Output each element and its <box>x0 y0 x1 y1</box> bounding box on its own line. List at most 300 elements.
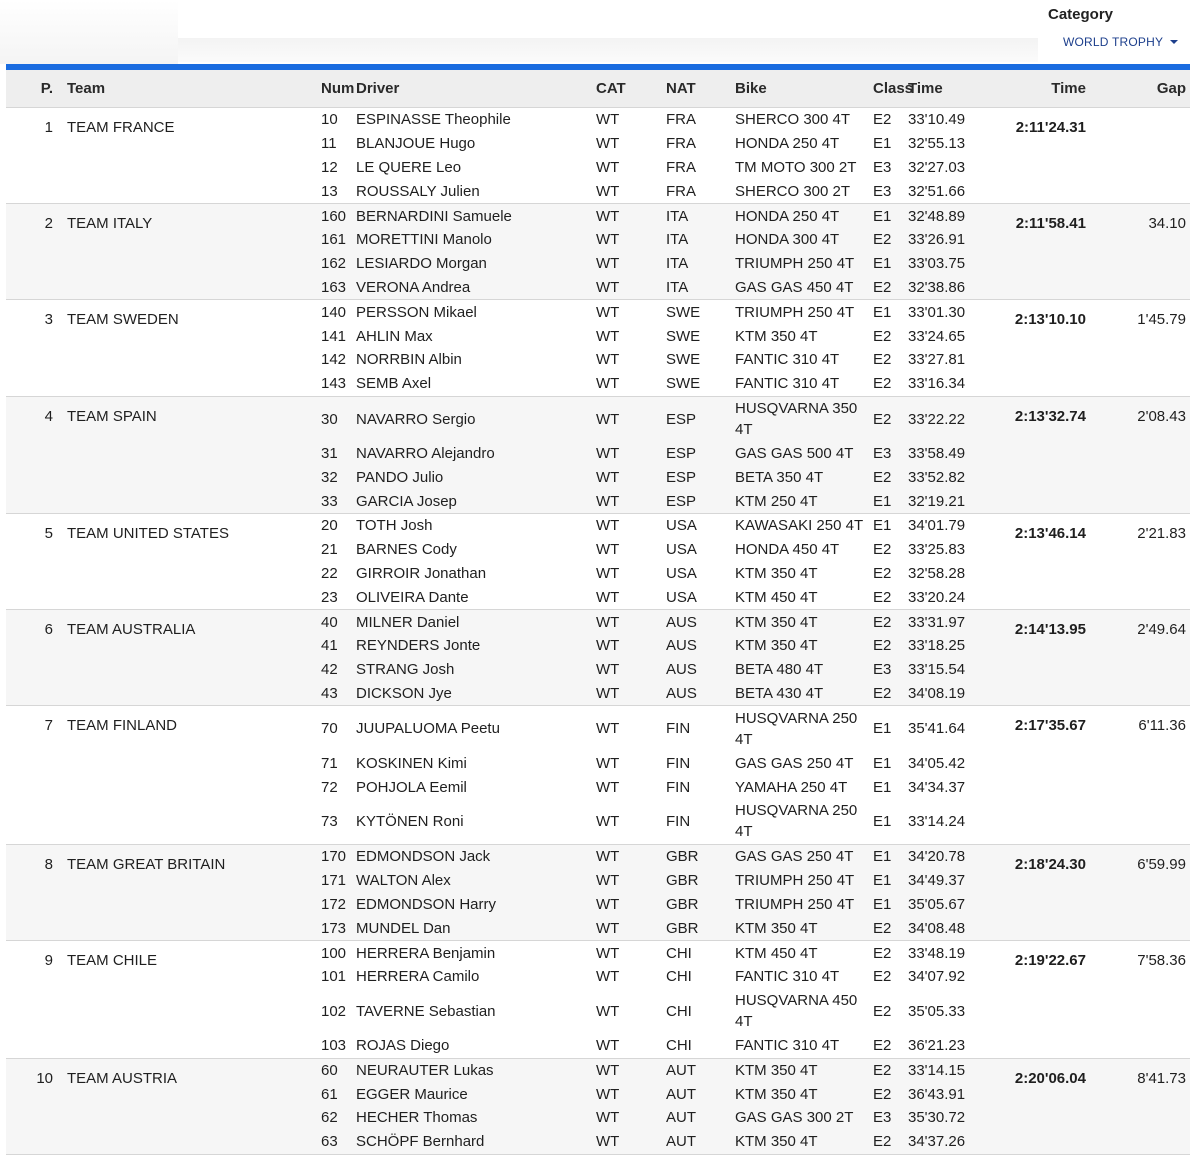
rider-class: E2 <box>873 1037 892 1055</box>
rider-driver: MILNER Daniel <box>356 613 460 631</box>
header-team[interactable]: Team <box>67 70 321 108</box>
rider-class: E1 <box>873 872 892 890</box>
rider-row[interactable] <box>321 1106 984 1130</box>
team-gap <box>1108 108 1190 204</box>
rider-category: WT <box>596 637 620 655</box>
team-riders-cell <box>321 513 984 609</box>
rider-num: 61 <box>321 1085 338 1103</box>
rider-num: 63 <box>321 1133 338 1151</box>
rider-time: 33'01.30 <box>908 303 966 321</box>
rider-class: E1 <box>873 492 892 510</box>
rider-nationality: GBR <box>666 919 699 937</box>
rider-class: E2 <box>873 410 892 428</box>
rider-time: 33'14.24 <box>908 812 966 830</box>
rider-row[interactable] <box>321 634 984 658</box>
category-label: Category <box>1048 6 1114 23</box>
rider-row[interactable] <box>321 916 984 940</box>
header-blur-band <box>178 38 1038 62</box>
rider-bike: GAS GAS 450 4T <box>735 278 854 296</box>
rider-category: WT <box>596 754 620 772</box>
rider-num: 60 <box>321 1061 338 1079</box>
rider-category: WT <box>596 564 620 582</box>
team-total-time: 2:18'24.30 <box>1014 855 1086 873</box>
rider-class: E2 <box>873 919 892 937</box>
header-driver[interactable]: Driver <box>356 79 400 97</box>
rider-nationality: USA <box>666 541 697 559</box>
rider-driver: OLIVEIRA Dante <box>356 588 469 606</box>
rider-nationality: FRA <box>666 158 696 176</box>
rider-list <box>321 300 984 395</box>
rider-driver: NAVARRO Alejandro <box>356 444 495 462</box>
category-dropdown[interactable] <box>1063 35 1178 49</box>
rider-row[interactable] <box>321 658 984 682</box>
rider-driver: EGGER Maurice <box>356 1085 468 1103</box>
rider-class: E2 <box>873 684 892 702</box>
caret-down-icon <box>1170 40 1178 44</box>
rider-category: WT <box>596 327 620 345</box>
rider-category: WT <box>596 588 620 606</box>
rider-num: 143 <box>321 375 347 393</box>
rider-row[interactable] <box>321 489 984 513</box>
rider-driver: REYNDERS Jonte <box>356 637 481 655</box>
rider-row[interactable] <box>321 348 984 372</box>
rider-num: 31 <box>321 444 338 462</box>
rider-row[interactable] <box>321 372 984 396</box>
header-nat[interactable]: NAT <box>666 79 696 97</box>
rider-num: 163 <box>321 278 347 296</box>
rider-num: 10 <box>321 111 338 129</box>
team-row[interactable] <box>6 1058 1190 1154</box>
rider-num: 70 <box>321 720 338 738</box>
rider-row[interactable] <box>321 538 984 562</box>
rider-category: WT <box>596 812 620 830</box>
rider-row[interactable] <box>321 514 984 538</box>
rider-time: 33'58.49 <box>908 444 966 462</box>
rider-driver: LESIARDO Morgan <box>356 255 487 273</box>
rider-time: 34'37.26 <box>908 1133 966 1151</box>
rider-num: 141 <box>321 327 347 345</box>
rider-num: 22 <box>321 564 338 582</box>
team-total-time: 2:13'46.14 <box>1014 524 1086 542</box>
team-name: TEAM FINLAND <box>67 717 178 735</box>
rider-time: 32'55.13 <box>908 135 966 153</box>
rider-category: WT <box>596 1109 620 1127</box>
rider-bike: YAMAHA 250 4T <box>735 778 848 796</box>
rider-row[interactable] <box>321 252 984 276</box>
team-gap: 2'49.64 <box>1137 621 1186 639</box>
rider-nationality: CHI <box>666 944 692 962</box>
rider-list <box>321 845 984 940</box>
rider-nationality: ITA <box>666 278 689 296</box>
rider-class: E2 <box>873 613 892 631</box>
rider-bike: HUSQVARNA 250 4T <box>735 802 858 841</box>
rider-time: 33'22.22 <box>908 410 966 428</box>
rider-row[interactable] <box>321 1059 984 1083</box>
rider-row[interactable] <box>321 610 984 634</box>
rider-row[interactable] <box>321 869 984 893</box>
rider-time: 33'20.24 <box>908 588 966 606</box>
header-bike[interactable]: Bike <box>735 79 767 97</box>
rider-bike: GAS GAS 250 4T <box>735 754 854 772</box>
rider-bike: KTM 350 4T <box>735 1085 818 1103</box>
rider-time: 33'16.34 <box>908 375 966 393</box>
rider-class: E2 <box>873 588 892 606</box>
rider-time: 35'30.72 <box>908 1109 966 1127</box>
rider-class: E3 <box>873 444 892 462</box>
team-row[interactable] <box>6 396 1190 513</box>
rider-row[interactable] <box>321 132 984 156</box>
rider-class: E1 <box>873 255 892 273</box>
rider-nationality: AUT <box>666 1133 696 1151</box>
results-body <box>6 108 1190 1155</box>
rider-class: E2 <box>873 375 892 393</box>
rider-num: 11 <box>321 135 337 153</box>
rider-row[interactable] <box>321 845 984 869</box>
rider-bike: FANTIC 310 4T <box>735 375 840 393</box>
rider-bike: FANTIC 310 4T <box>735 968 840 986</box>
team-position: 9 <box>44 952 53 970</box>
rider-driver: LE QUERE Leo <box>356 158 462 176</box>
rider-time: 35'05.67 <box>908 895 966 913</box>
rider-time: 35'05.33 <box>908 1002 966 1020</box>
team-name: TEAM ITALY <box>67 215 153 233</box>
header-pos[interactable]: P. <box>6 70 67 108</box>
rider-bike: BETA 480 4T <box>735 661 824 679</box>
rider-list <box>321 706 984 844</box>
rider-nationality: GBR <box>666 848 699 866</box>
rider-num: 32 <box>321 468 338 486</box>
rider-row[interactable] <box>321 228 984 252</box>
rider-row[interactable] <box>321 1034 984 1058</box>
rider-driver: GIRROIR Jonathan <box>356 564 487 582</box>
rider-list <box>321 610 984 705</box>
rider-driver: PERSSON Mikael <box>356 303 477 321</box>
rider-nationality: AUT <box>666 1061 696 1079</box>
rider-row[interactable] <box>321 893 984 917</box>
rider-time: 33'52.82 <box>908 468 966 486</box>
rider-row[interactable] <box>321 1130 984 1154</box>
rider-class: E2 <box>873 111 892 129</box>
team-row[interactable] <box>6 513 1190 609</box>
rider-time: 32'27.03 <box>908 158 966 176</box>
rider-class: E2 <box>873 944 892 962</box>
category-selected-value: WORLD TROPHY <box>1063 35 1164 49</box>
rider-bike: KTM 350 4T <box>735 1133 818 1151</box>
rider-num: 41 <box>321 637 338 655</box>
rider-num: 102 <box>321 1002 347 1020</box>
rider-num: 162 <box>321 255 347 273</box>
rider-bike: SHERCO 300 4T <box>735 111 851 129</box>
team-row[interactable] <box>6 204 1190 300</box>
rider-bike: HUSQVARNA 450 4T <box>735 992 858 1031</box>
header-class-time[interactable]: Time <box>908 79 943 97</box>
rider-time: 33'48.19 <box>908 944 966 962</box>
rider-bike: TRIUMPH 250 4T <box>735 872 855 890</box>
rider-time: 34'20.78 <box>908 848 966 866</box>
rider-category: WT <box>596 410 620 428</box>
rider-category: WT <box>596 919 620 937</box>
team-total-time: 2:17'35.67 <box>1014 717 1086 735</box>
rider-row[interactable] <box>321 751 984 775</box>
rider-nationality: FIN <box>666 720 691 738</box>
rider-nationality: ESP <box>666 410 697 428</box>
rider-class: E3 <box>873 182 892 200</box>
team-riders-cell <box>321 204 984 300</box>
rider-category: WT <box>596 872 620 890</box>
rider-category: WT <box>596 517 620 535</box>
header-num[interactable]: Num <box>321 79 355 97</box>
rider-num: 30 <box>321 410 338 428</box>
team-gap: 2'08.43 <box>1137 407 1186 425</box>
rider-driver: JUUPALUOMA Peetu <box>356 720 500 738</box>
rider-row[interactable] <box>321 799 984 844</box>
rider-row[interactable] <box>321 1082 984 1106</box>
team-riders-cell <box>321 706 984 845</box>
rider-nationality: GBR <box>666 895 699 913</box>
rider-num: 73 <box>321 812 338 830</box>
team-row[interactable] <box>6 108 1190 204</box>
rider-category: WT <box>596 1037 620 1055</box>
rider-category: WT <box>596 255 620 273</box>
rider-nationality: SWE <box>666 327 701 345</box>
team-riders-cell <box>321 108 984 204</box>
rider-time: 34'08.48 <box>908 919 966 937</box>
rider-num: 173 <box>321 919 347 937</box>
rider-bike: HONDA 250 4T <box>735 207 840 225</box>
rider-nationality: AUS <box>666 637 697 655</box>
rider-row[interactable] <box>321 204 984 228</box>
rider-class: E3 <box>873 1109 892 1127</box>
rider-category: WT <box>596 895 620 913</box>
rider-category: WT <box>596 541 620 559</box>
rider-num: 142 <box>321 351 347 369</box>
rider-nationality: AUS <box>666 661 697 679</box>
rider-bike: KTM 350 4T <box>735 637 818 655</box>
rider-class: E2 <box>873 1085 892 1103</box>
team-gap: 8'41.73 <box>1137 1069 1186 1087</box>
rider-driver: NAVARRO Sergio <box>356 410 476 428</box>
rider-nationality: ITA <box>666 255 689 273</box>
rider-driver: BARNES Cody <box>356 541 457 559</box>
rider-driver: TAVERNE Sebastian <box>356 1002 496 1020</box>
rider-time: 33'03.75 <box>908 255 966 273</box>
team-riders-cell <box>321 941 984 1058</box>
rider-time: 34'07.92 <box>908 968 966 986</box>
rider-time: 32'48.89 <box>908 207 966 225</box>
rider-time: 36'43.91 <box>908 1085 966 1103</box>
rider-driver: EDMONDSON Harry <box>356 895 497 913</box>
rider-row[interactable] <box>321 156 984 180</box>
rider-time: 32'58.28 <box>908 564 966 582</box>
team-position: 1 <box>44 119 53 136</box>
header-cat[interactable]: CAT <box>596 79 626 97</box>
team-gap: 34.10 <box>1148 215 1186 233</box>
team-position: 2 <box>44 215 53 233</box>
rider-class: E1 <box>873 207 892 225</box>
team-name: TEAM AUSTRIA <box>67 1069 178 1087</box>
team-gap: 1'45.79 <box>1137 311 1186 329</box>
rider-driver: SCHÖPF Bernhard <box>356 1133 485 1151</box>
rider-row[interactable] <box>321 108 984 132</box>
rider-driver: PANDO Julio <box>356 468 444 486</box>
rider-bike: SHERCO 300 2T <box>735 182 851 200</box>
rider-driver: WALTON Alex <box>356 872 451 890</box>
rider-category: WT <box>596 944 620 962</box>
rider-driver: DICKSON Jye <box>356 684 452 702</box>
rider-num: 21 <box>321 541 338 559</box>
rider-num: 23 <box>321 588 338 606</box>
rider-category: WT <box>596 492 620 510</box>
rider-class: E2 <box>873 231 892 249</box>
rider-row[interactable] <box>321 965 984 989</box>
rider-class: E1 <box>873 135 892 153</box>
rider-bike: HUSQVARNA 350 4T <box>735 400 858 439</box>
rider-category: WT <box>596 613 620 631</box>
team-name: TEAM UNITED STATES <box>67 524 229 542</box>
rider-row[interactable] <box>321 989 984 1034</box>
team-total-time: 2:14'13.95 <box>1014 621 1086 639</box>
rider-row[interactable] <box>321 324 984 348</box>
rider-category: WT <box>596 848 620 866</box>
rider-bike: KTM 450 4T <box>735 944 818 962</box>
rider-driver: SEMB Axel <box>356 375 432 393</box>
rider-driver: NORRBIN Albin <box>356 351 462 369</box>
rider-class: E2 <box>873 564 892 582</box>
rider-num: 62 <box>321 1109 338 1127</box>
rider-driver: TOTH Josh <box>356 517 433 535</box>
team-total-time: 2:13'10.10 <box>1014 311 1086 329</box>
header-time[interactable]: Time <box>984 70 1108 108</box>
team-row[interactable] <box>6 941 1190 1058</box>
rider-class: E3 <box>873 158 892 176</box>
team-total-time: 2:13'32.74 <box>1014 407 1086 425</box>
rider-bike: BETA 350 4T <box>735 468 824 486</box>
rider-row[interactable] <box>321 585 984 609</box>
rider-driver: AHLIN Max <box>356 327 433 345</box>
team-row[interactable] <box>6 706 1190 845</box>
rider-class: E1 <box>873 720 892 738</box>
rider-num: 170 <box>321 848 347 866</box>
rider-row[interactable] <box>321 562 984 586</box>
rider-bike: KTM 350 4T <box>735 327 818 345</box>
rider-driver: STRANG Josh <box>356 661 455 679</box>
rider-nationality: AUS <box>666 684 697 702</box>
rider-driver: ROJAS Diego <box>356 1037 450 1055</box>
rider-num: 12 <box>321 158 338 176</box>
team-gap: 6'59.99 <box>1137 855 1186 873</box>
rider-category: WT <box>596 1061 620 1079</box>
rider-category: WT <box>596 720 620 738</box>
team-row[interactable] <box>6 300 1190 396</box>
rider-num: 160 <box>321 207 347 225</box>
rider-num: 140 <box>321 303 347 321</box>
rider-num: 72 <box>321 778 338 796</box>
rider-bike: GAS GAS 250 4T <box>735 848 854 866</box>
rider-class: E2 <box>873 1133 892 1151</box>
rider-num: 13 <box>321 182 338 200</box>
rider-num: 171 <box>321 872 347 890</box>
rider-bike: TM MOTO 300 2T <box>735 158 857 176</box>
rider-header-table <box>321 77 984 101</box>
rider-bike: KTM 350 4T <box>735 564 818 582</box>
rider-category: WT <box>596 111 620 129</box>
rider-nationality: CHI <box>666 1002 692 1020</box>
rider-driver: NEURAUTER Lukas <box>356 1061 494 1079</box>
rider-row[interactable] <box>321 442 984 466</box>
rider-bike: KTM 350 4T <box>735 919 818 937</box>
team-results-table <box>6 70 1190 1155</box>
rider-row[interactable] <box>321 682 984 706</box>
header-gap[interactable]: Gap <box>1108 70 1190 108</box>
rider-bike: HONDA 300 4T <box>735 231 840 249</box>
rider-nationality: SWE <box>666 375 701 393</box>
header-class[interactable]: Class <box>873 79 914 97</box>
team-gap: 2'21.83 <box>1137 524 1186 542</box>
rider-driver: KOSKINEN Kimi <box>356 754 467 772</box>
rider-class: E2 <box>873 327 892 345</box>
team-gap: 6'11.36 <box>1138 717 1186 735</box>
rider-class: E1 <box>873 303 892 321</box>
rider-class: E2 <box>873 1002 892 1020</box>
rider-time: 35'41.64 <box>908 720 966 738</box>
rider-row[interactable] <box>321 179 984 203</box>
team-riders-cell <box>321 396 984 513</box>
rider-nationality: ESP <box>666 468 697 486</box>
rider-row[interactable] <box>321 397 984 442</box>
rider-list <box>321 1059 984 1154</box>
rider-bike: HONDA 250 4T <box>735 135 840 153</box>
rider-row[interactable] <box>321 300 984 324</box>
rider-time: 33'26.91 <box>908 231 966 249</box>
rider-row[interactable] <box>321 941 984 965</box>
team-row[interactable] <box>6 610 1190 706</box>
rider-num: 33 <box>321 492 338 510</box>
rider-nationality: USA <box>666 517 697 535</box>
rider-category: WT <box>596 1133 620 1151</box>
rider-time: 34'08.19 <box>908 684 966 702</box>
rider-category: WT <box>596 684 620 702</box>
rider-bike: KAWASAKI 250 4T <box>735 517 864 535</box>
rider-nationality: SWE <box>666 351 701 369</box>
rider-class: E2 <box>873 351 892 369</box>
team-position: 7 <box>44 717 53 735</box>
rider-row[interactable] <box>321 276 984 300</box>
rider-num: 43 <box>321 684 338 702</box>
rider-category: WT <box>596 135 620 153</box>
rider-bike: KTM 350 4T <box>735 1061 818 1079</box>
rider-category: WT <box>596 778 620 796</box>
rider-row[interactable] <box>321 465 984 489</box>
rider-nationality: AUT <box>666 1085 696 1103</box>
rider-bike: TRIUMPH 250 4T <box>735 255 855 273</box>
rider-num: 71 <box>321 754 338 772</box>
team-row[interactable] <box>6 844 1190 940</box>
rider-row[interactable] <box>321 775 984 799</box>
rider-driver: HERRERA Benjamin <box>356 944 496 962</box>
team-position: 4 <box>44 407 53 425</box>
rider-bike: GAS GAS 500 4T <box>735 444 854 462</box>
rider-time: 33'27.81 <box>908 351 966 369</box>
rider-class: E2 <box>873 468 892 486</box>
rider-bike: BETA 430 4T <box>735 684 824 702</box>
team-position: 6 <box>44 621 53 639</box>
rider-driver: KYTÖNEN Roni <box>356 812 464 830</box>
rider-driver: MORETTINI Manolo <box>356 231 492 249</box>
rider-nationality: FRA <box>666 111 696 129</box>
rider-category: WT <box>596 207 620 225</box>
rider-driver: MUNDEL Dan <box>356 919 451 937</box>
rider-row[interactable] <box>321 706 984 751</box>
